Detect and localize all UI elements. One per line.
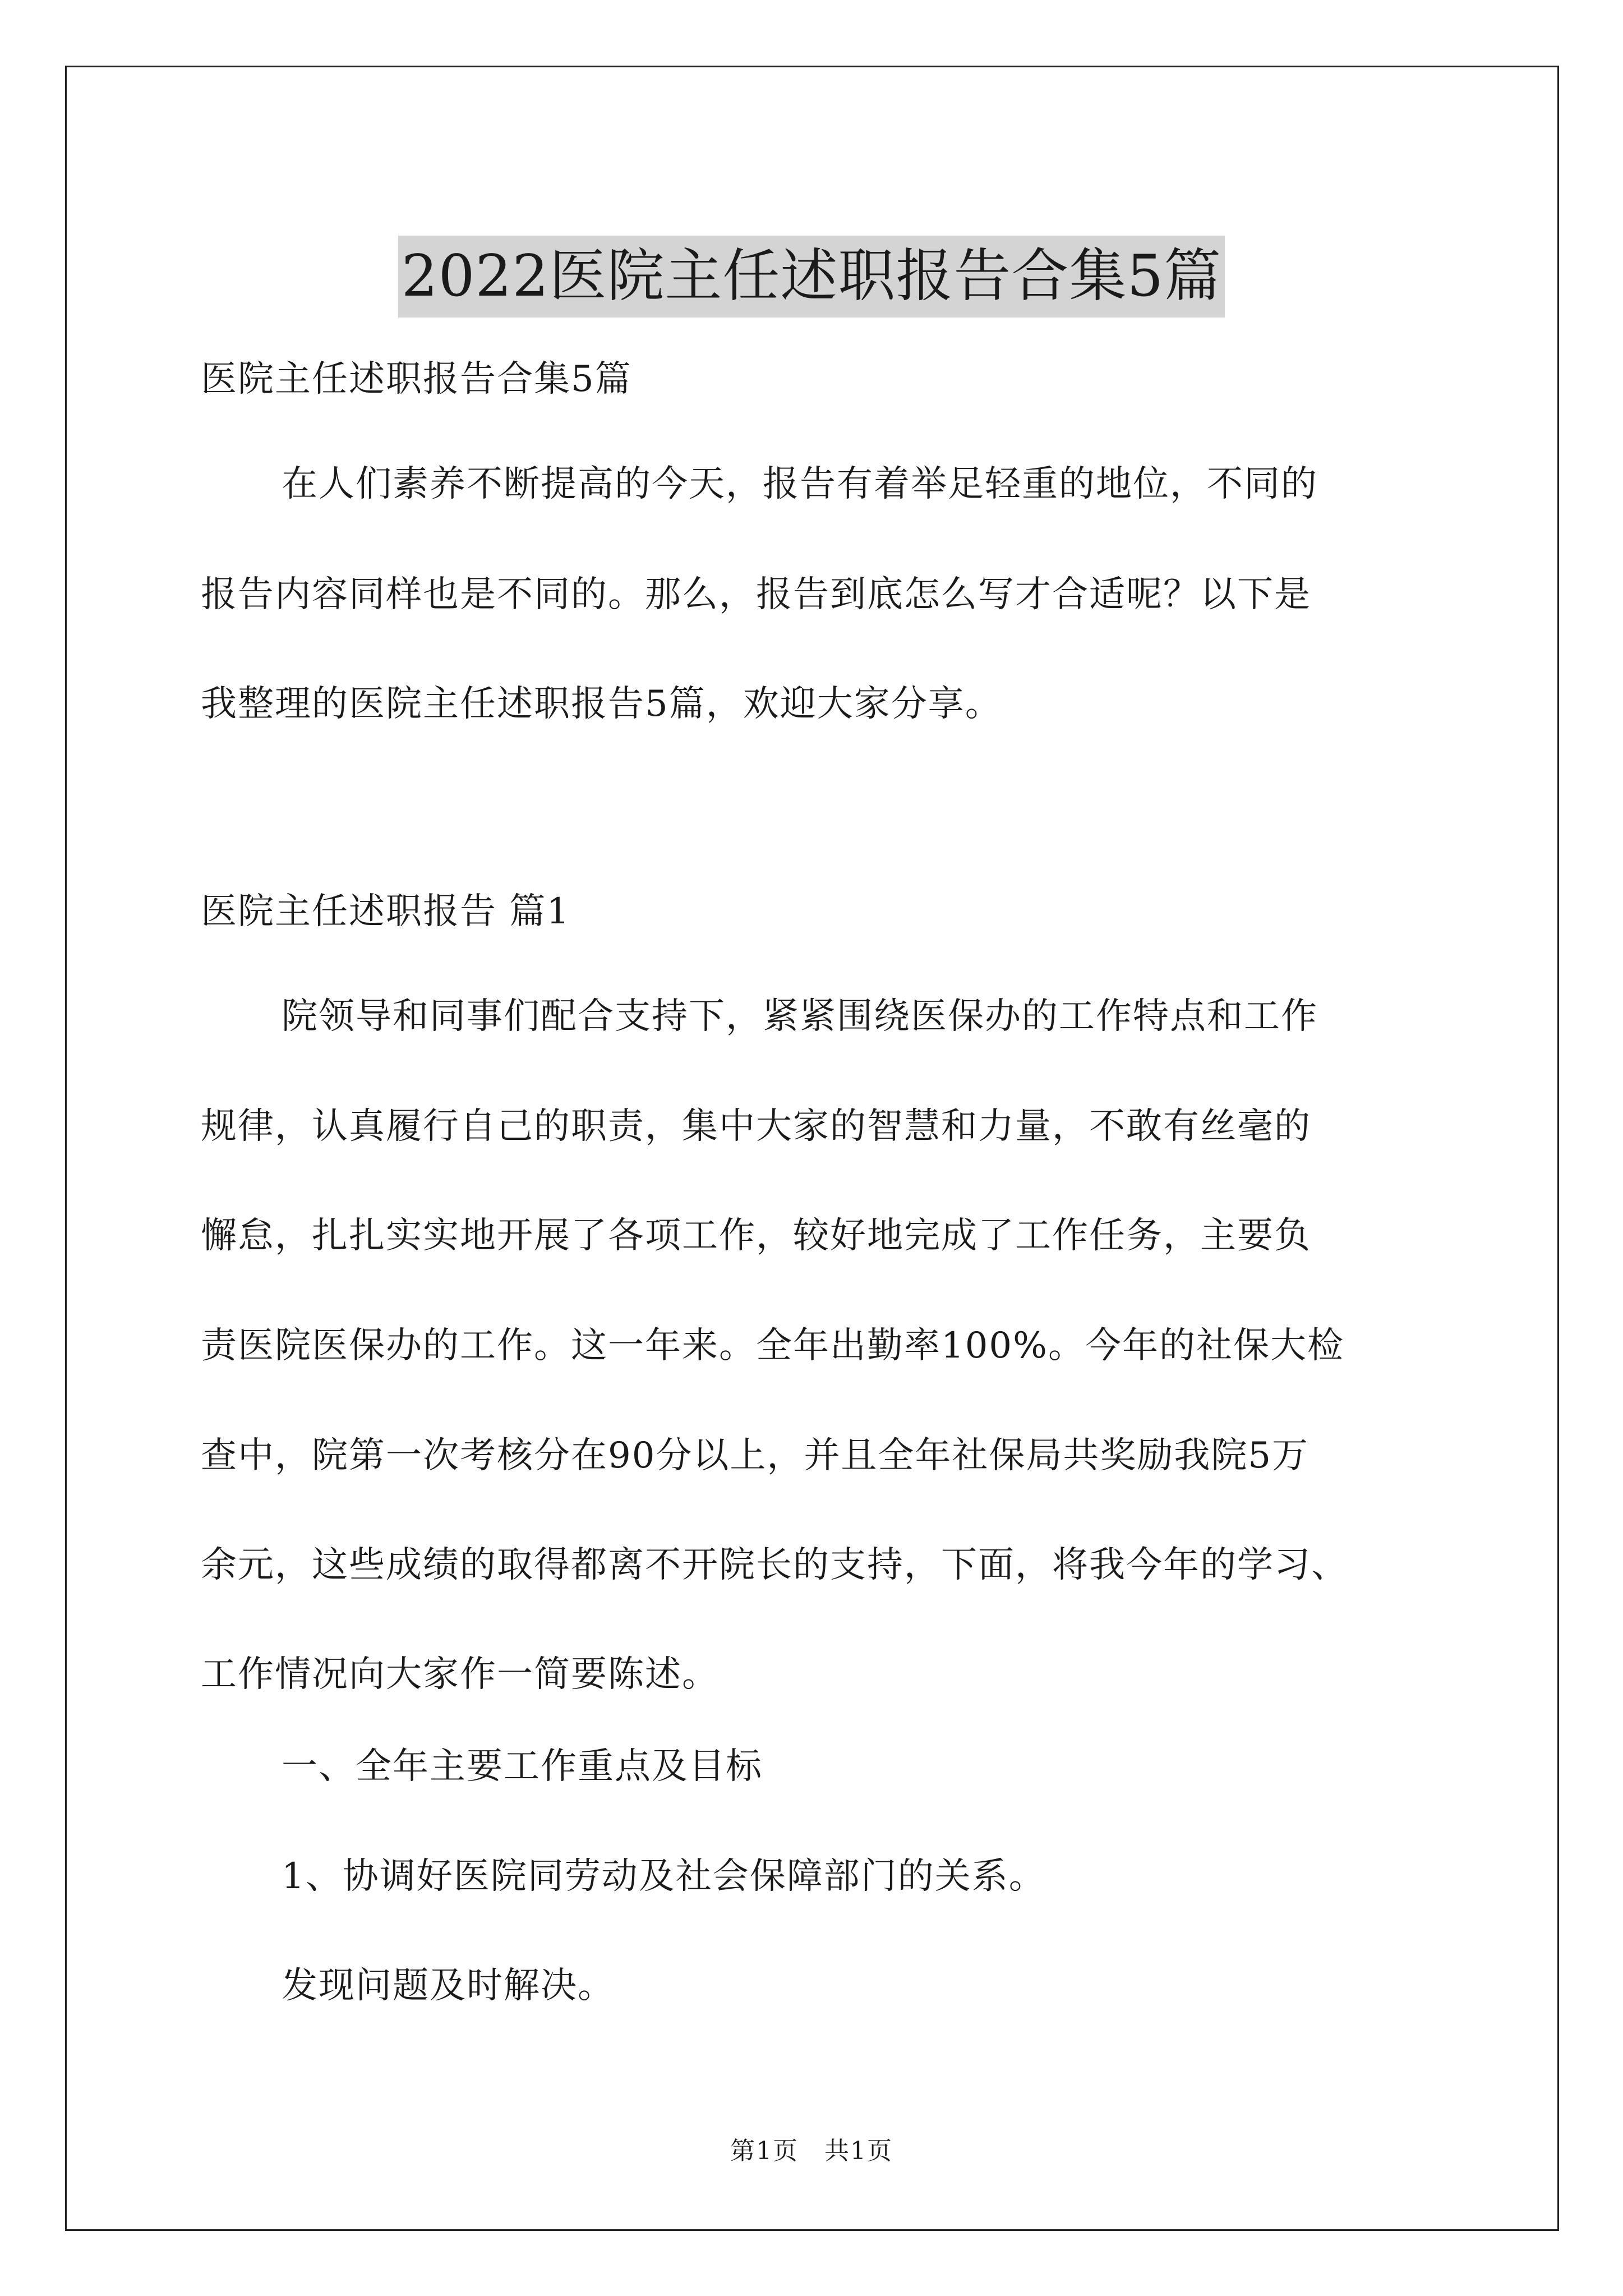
body-line-3: 懈怠，扎扎实实地开展了各项工作，较好地完成了工作任务，主要负 [201, 1215, 1311, 1257]
subheading: 一、全年主要工作重点及目标 [282, 1746, 763, 1787]
title-container [0, 197, 1623, 356]
body-line-6: 余元，这些成绩的取得都离不开院长的支持，下面，将我今年的学习、 [201, 1544, 1348, 1586]
document-subtitle: 医院主任述职报告合集5篇 [201, 358, 632, 400]
list-item-1-note: 发现问题及时解决。 [282, 1965, 615, 2007]
intro-line-3: 我整理的医院主任述职报告5篇，欢迎大家分享。 [201, 683, 1002, 725]
list-item-1: 1、协调好医院同劳动及社会保障部门的关系。 [282, 1856, 1046, 1897]
body-line-2: 规律，认真履行自己的职责，集中大家的智慧和力量，不敢有丝毫的 [201, 1106, 1311, 1147]
body-line-5: 查中，院第一次考核分在90分以上，并且全年社保局共奖励我院5万 [201, 1435, 1310, 1476]
body-line-4: 责医院医保办的工作。这一年来。全年出勤率100%。今年的社保大检 [201, 1325, 1344, 1366]
section-heading: 医院主任述职报告 篇1 [201, 891, 571, 932]
body-line-1: 院领导和同事们配合支持下，紧紧围绕医保办的工作特点和工作 [282, 996, 1318, 1037]
intro-line-1: 在人们素养不断提高的今天，报告有着举足轻重的地位，不同的 [282, 463, 1318, 505]
intro-line-2: 报告内容同样也是不同的。那么，报告到底怎么写才合适呢？以下是 [201, 574, 1311, 615]
page-footer: 第1页 共1页 [730, 2137, 893, 2165]
body-line-7: 工作情况向大家作一简要陈述。 [201, 1654, 719, 1695]
document-title: 2022医院主任述职报告合集5篇 [398, 236, 1225, 318]
